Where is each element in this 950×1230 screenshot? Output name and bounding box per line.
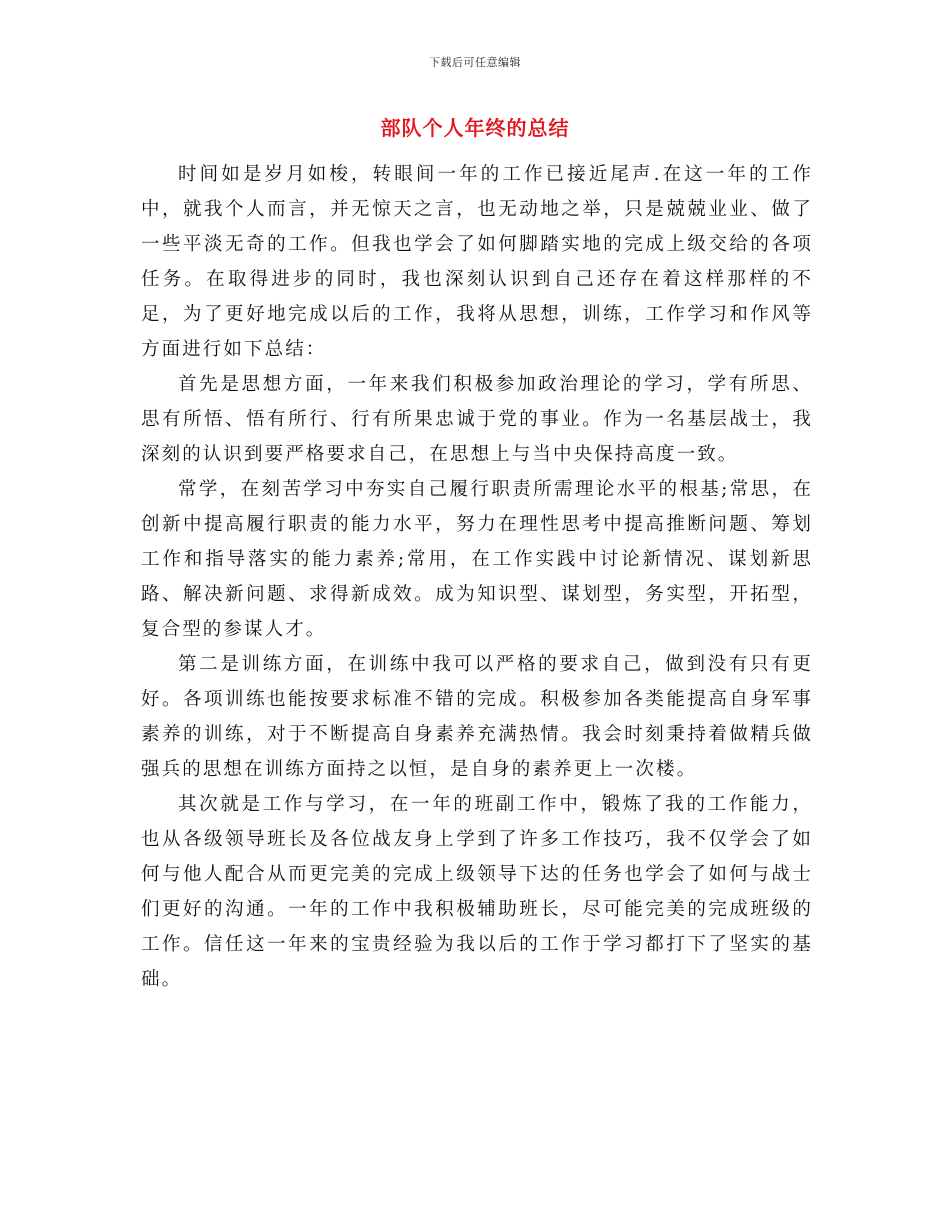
header-note: 下载后可任意编辑 [429,56,521,69]
paragraph-study: 常学，在刻苦学习中夯实自己履行职责所需理论水平的根基;常思，在创新中提高履行职责的能力水平，努力在理性思考中提高推断问题、筹划工作和指导落实的能力素养;常用，在工作实践中讨论新情况、谋划新思路、解决新问题、求得新成效。成为知识型、谋划型，务实型，开拓型，复合型的参谋人才。 [141,479,813,640]
document-body [141,157,813,997]
paragraph-ideology: 首先是思想方面，一年来我们积极参加政治理论的学习，学有所思、思有所悟、悟有所行、行有所果忠诚于党的事业。作为一名基层战士，我深刻的认识到要严格要求自己，在思想上与当中央保持高度一致。 [141,374,813,465]
paragraph-training: 第二是训练方面，在训练中我可以严格的要求自己，做到没有只有更好。各项训练也能按要求标准不错的完成。积极参加各类能提高自身军事素养的训练，对于不断提高自身素养充满热情。我会时刻秉持着做精兵做强兵的思想在训练方面持之以恒，是自身的素养更上一次楼。 [141,654,813,780]
paragraph-intro: 时间如是岁月如梭，转眼间一年的工作已接近尾声.在这一年的工作中，就我个人而言，并无惊天之言，也无动地之举，只是兢兢业业、做了一些平淡无奇的工作。但我也学会了如何脚踏实地的完成上级交给的各项任务。在取得进步的同时，我也深刻认识到自己还存在着这样那样的不足，为了更好地完成以后的工作，我将从思想，训练，工作学习和作风等方面进行如下总结： [141,164,813,360]
document-title: 部队个人年终的总结 [380,116,570,140]
paragraph-work-study: 其次就是工作与学习，在一年的班副工作中，锻炼了我的工作能力，也从各级领导班长及各位战友身上学到了许多工作技巧，我不仅学会了如何与他人配合从而更完美的完成上级领导下达的任务也学会了如何与战士们更好的沟通。一年的工作中我积极辅助班长，尽可能完美的完成班级的工作。信任这一年来的宝贵经验为我以后的工作于学习都打下了坚实的基础。 [141,794,813,990]
